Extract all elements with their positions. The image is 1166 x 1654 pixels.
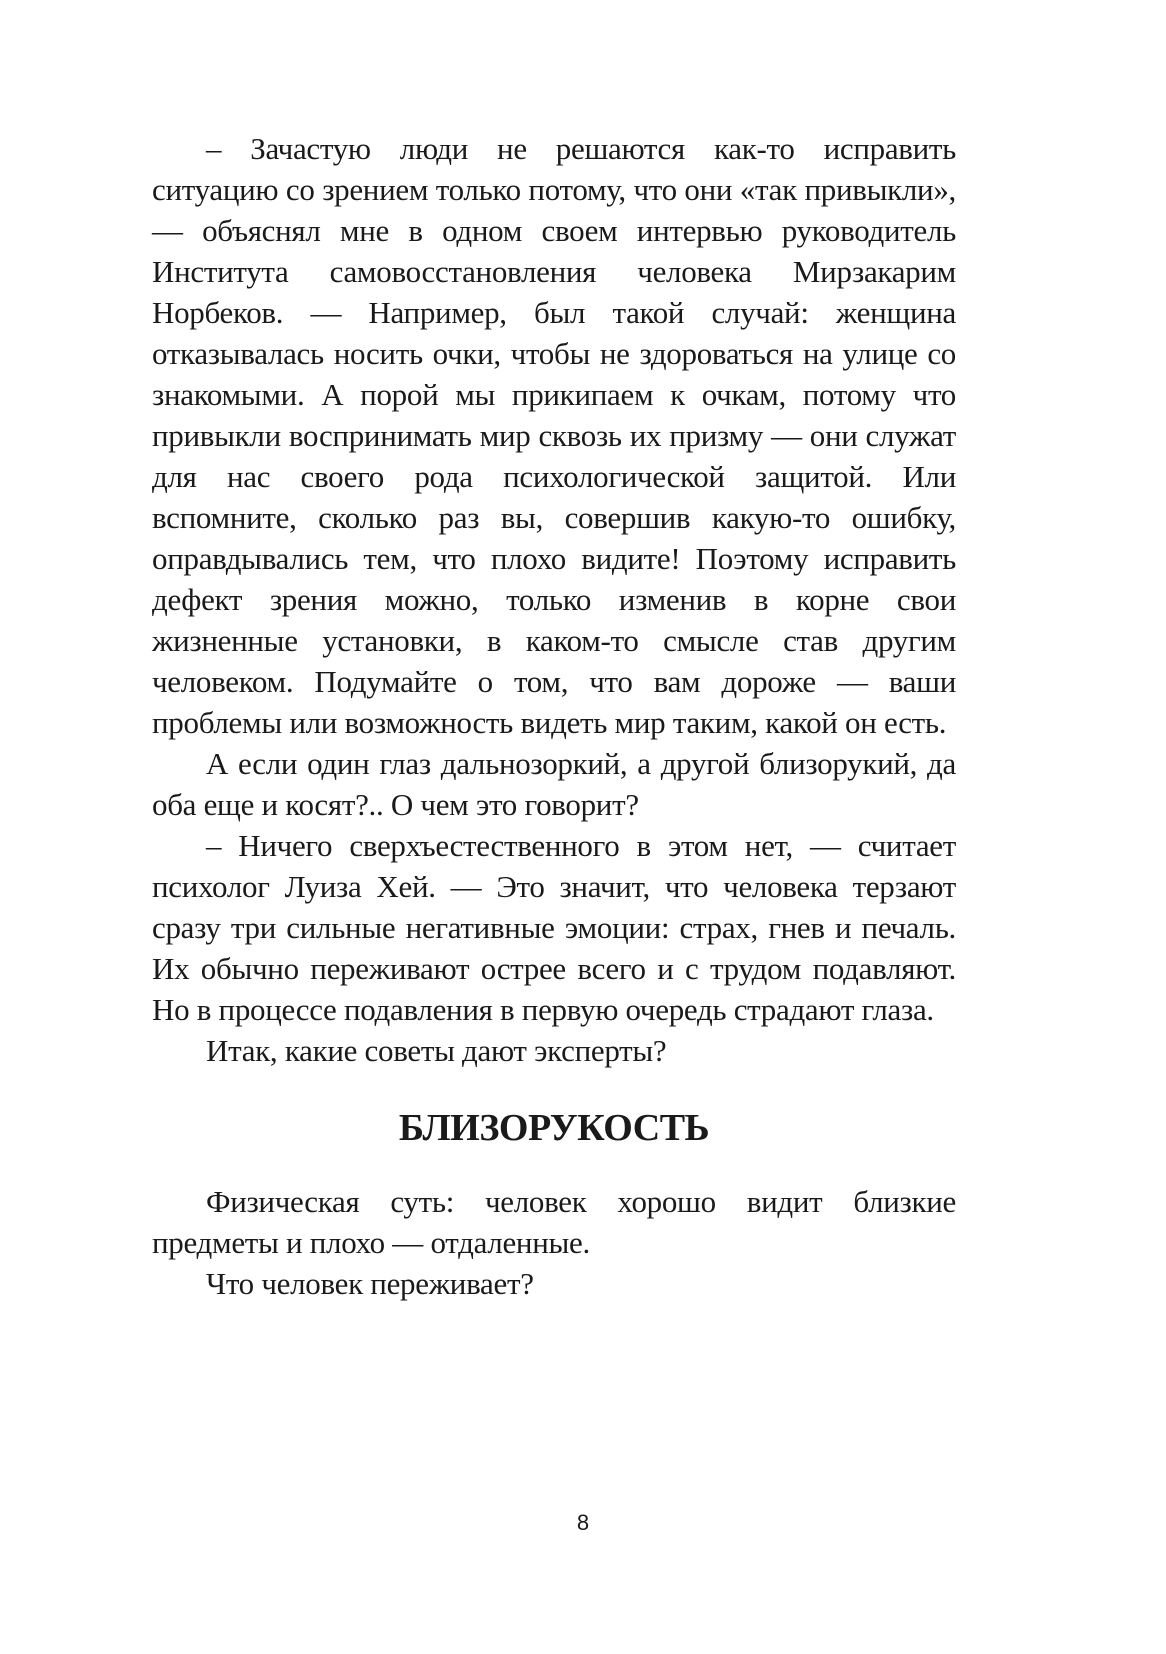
paragraph-physical-essence: Физическая суть: человек хорошо видит близкие предметы и плохо — отдаленные.	[152, 1184, 956, 1260]
paragraph-louise-hay-quote: – Ничего сверхъестественного в этом нет, — считает психолог Луиза Хей. — Это значит, что человека терзают сразу три сильные негативные эмоции: страх, гнев и печаль. Их обычно переживают острее всего и с трудом подавляют. Но в процессе подавления в первую очередь страдают глаза.	[152, 828, 956, 1027]
page-body	[152, 128, 956, 1304]
paragraph-experts-advice: Итак, какие советы дают эксперты?	[206, 1033, 667, 1068]
paragraph-norbekov-quote: – Зачастую люди не решаются как-то исправить ситуацию со зрением только потому, что они «так привыкли», — объяснял мне в одном своем интервью руководитель Института самовосстановления человека Мирзакарим Норбеков. — Например, был такой случай: женщина отказывалась носить очки, чтобы не здороваться на улице со знакомыми. А порой мы прикипаем к очкам, потому что привыкли воспринимать мир сквозь их призму — они служат для нас своего рода психологической защитой. Или вспомните, сколько раз вы, совершив какую-то ошибку, оправдывались тем, что плохо видите! Поэтому исправить дефект зрения можно, только изменив в корне свои жизненные установки, в каком-то смысле став другим человеком. Подумайте о том, что вам дороже — ваши проблемы или возможность видеть мир таким, какой он есть.	[152, 131, 956, 740]
page-number: 8	[576, 1510, 590, 1535]
section-heading: БЛИЗОРУКОСТЬ	[398, 1107, 710, 1149]
paragraph-question: А если один глаз дальнозоркий, а другой близорукий, да оба еще и косят?.. О чем это говорит?	[152, 746, 956, 822]
paragraph-what-person-feels: Что человек переживает?	[206, 1266, 534, 1301]
